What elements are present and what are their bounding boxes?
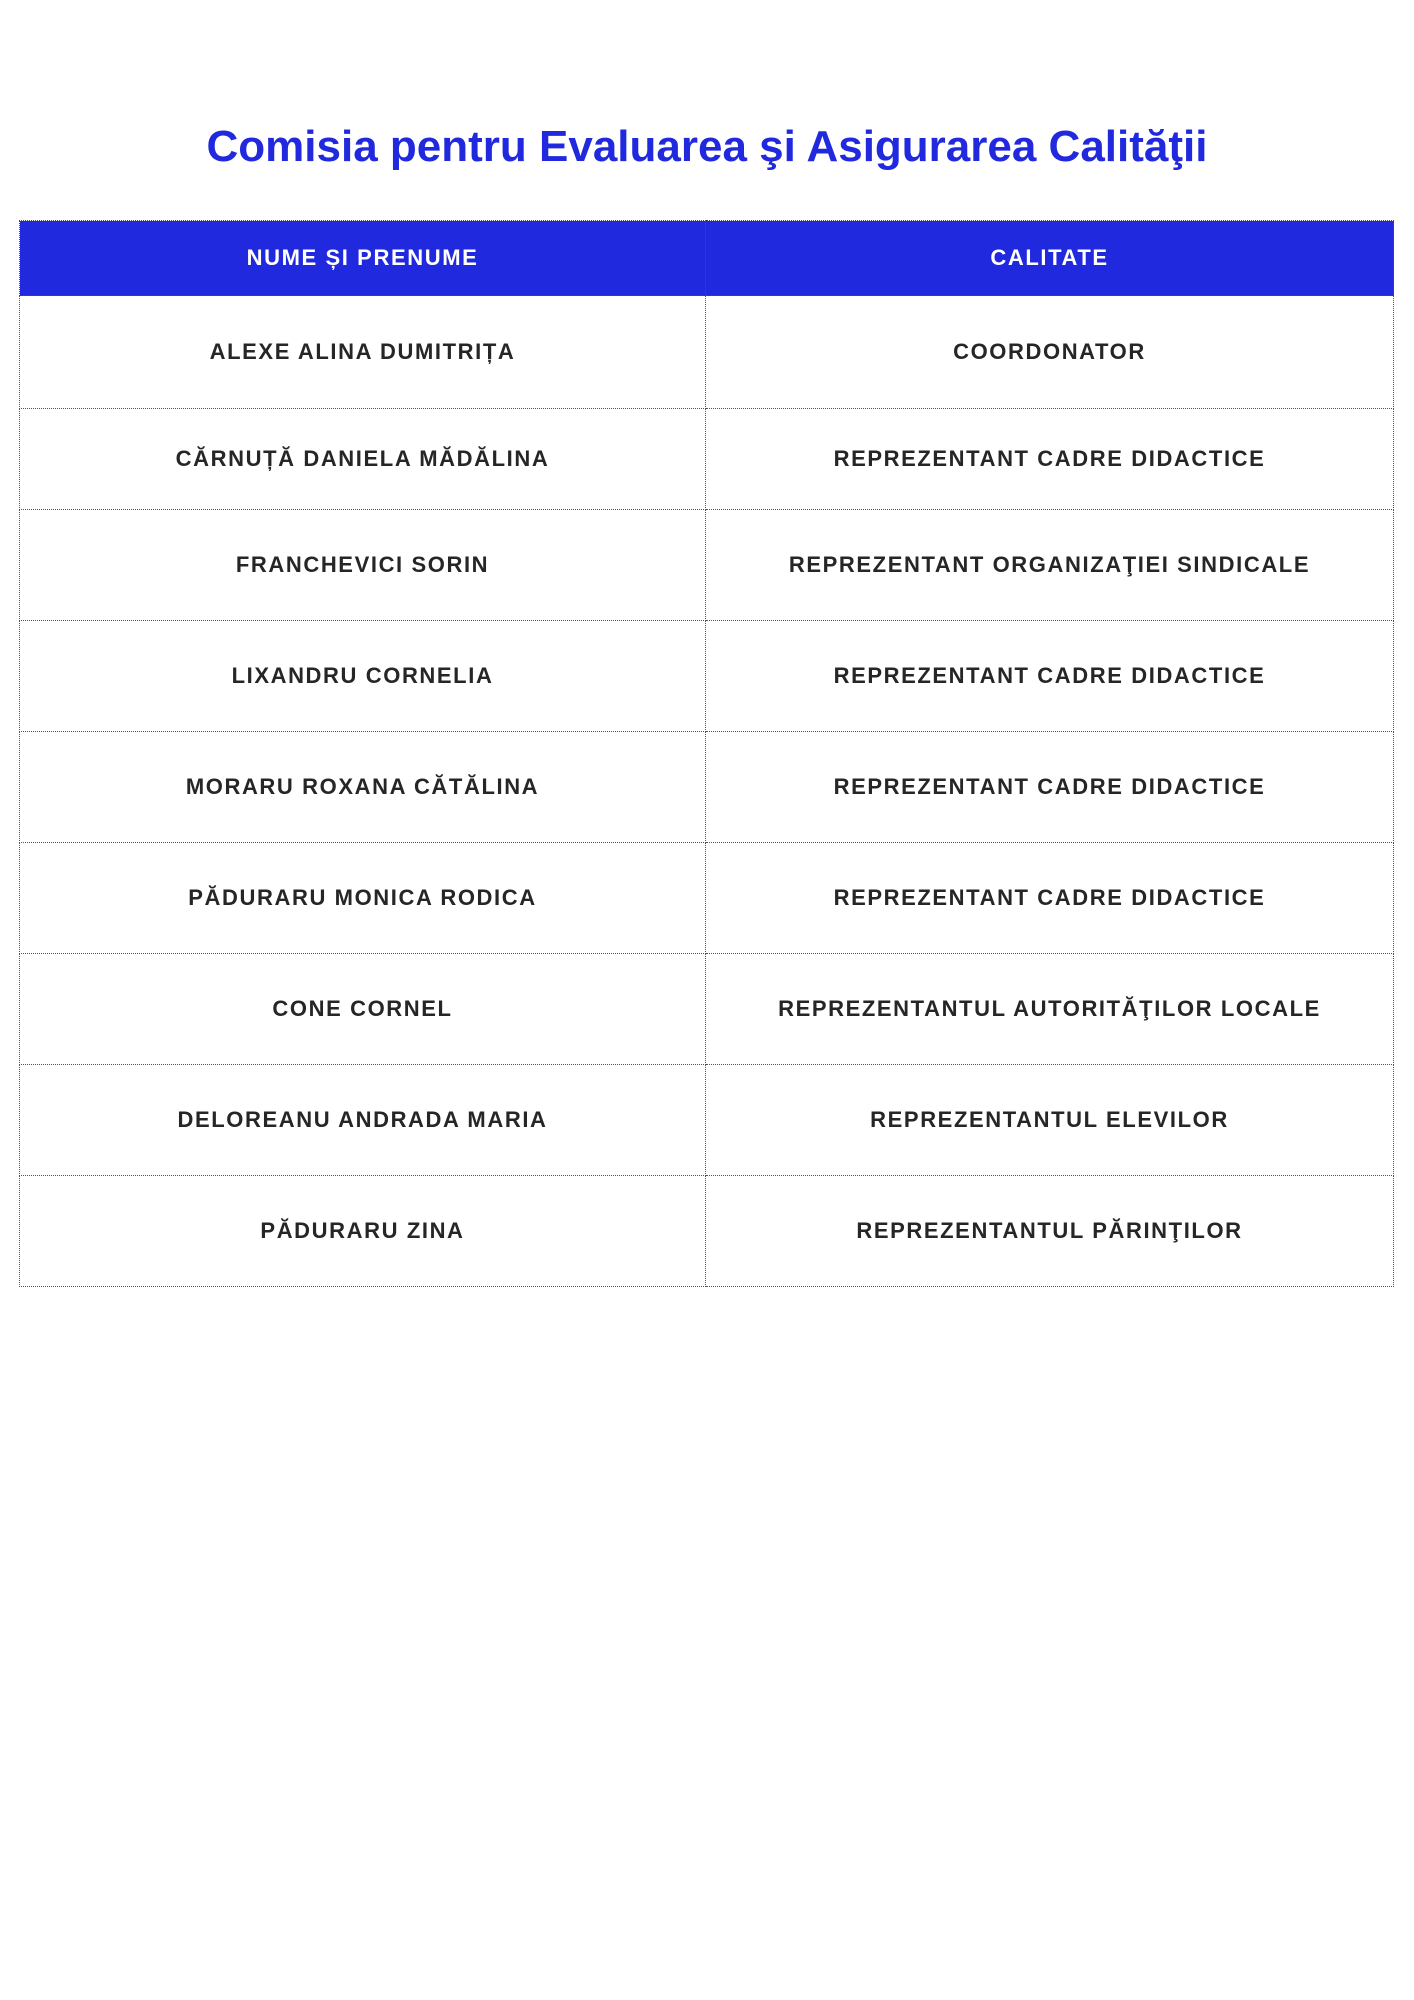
member-name: ALEXE ALINA DUMITRIȚA — [20, 296, 706, 409]
table-row — [20, 954, 1394, 1065]
table-row — [20, 1176, 1394, 1287]
committee-table — [19, 220, 1394, 1287]
member-role: COORDONATOR — [706, 296, 1394, 409]
member-role: REPREZENTANT CADRE DIDACTICE — [706, 621, 1394, 732]
member-name: CĂRNUȚĂ DANIELA MĂDĂLINA — [20, 409, 706, 510]
member-name: FRANCHEVICI SORIN — [20, 510, 706, 621]
table-row — [20, 510, 1394, 621]
table-row — [20, 296, 1394, 409]
table-row — [20, 732, 1394, 843]
member-role: REPREZENTANTUL PĂRINŢILOR — [706, 1176, 1394, 1287]
member-name: PĂDURARU MONICA RODICA — [20, 843, 706, 954]
page-title: Comisia pentru Evaluarea şi Asigurarea Calităţii — [206, 122, 1208, 172]
member-role: REPREZENTANT CADRE DIDACTICE — [706, 843, 1394, 954]
member-name: MORARU ROXANA CĂTĂLINA — [20, 732, 706, 843]
table-row — [20, 843, 1394, 954]
table-row — [20, 1065, 1394, 1176]
member-name: DELOREANU ANDRADA MARIA — [20, 1065, 706, 1176]
table-row — [20, 409, 1394, 510]
member-name: LIXANDRU CORNELIA — [20, 621, 706, 732]
member-role: REPREZENTANT ORGANIZAŢIEI SINDICALE — [706, 510, 1394, 621]
member-role: REPREZENTANT CADRE DIDACTICE — [706, 409, 1394, 510]
member-role: REPREZENTANTUL AUTORITĂŢILOR LOCALE — [706, 954, 1394, 1065]
table-header-row — [20, 221, 1394, 296]
column-header-role: CALITATE — [706, 221, 1394, 296]
member-name: CONE CORNEL — [20, 954, 706, 1065]
table-row — [20, 621, 1394, 732]
column-header-name: NUME ȘI PRENUME — [20, 221, 706, 296]
member-role: REPREZENTANT CADRE DIDACTICE — [706, 732, 1394, 843]
member-role: REPREZENTANTUL ELEVILOR — [706, 1065, 1394, 1176]
committee-table-container — [19, 220, 1393, 1287]
member-name: PĂDURARU ZINA — [20, 1176, 706, 1287]
